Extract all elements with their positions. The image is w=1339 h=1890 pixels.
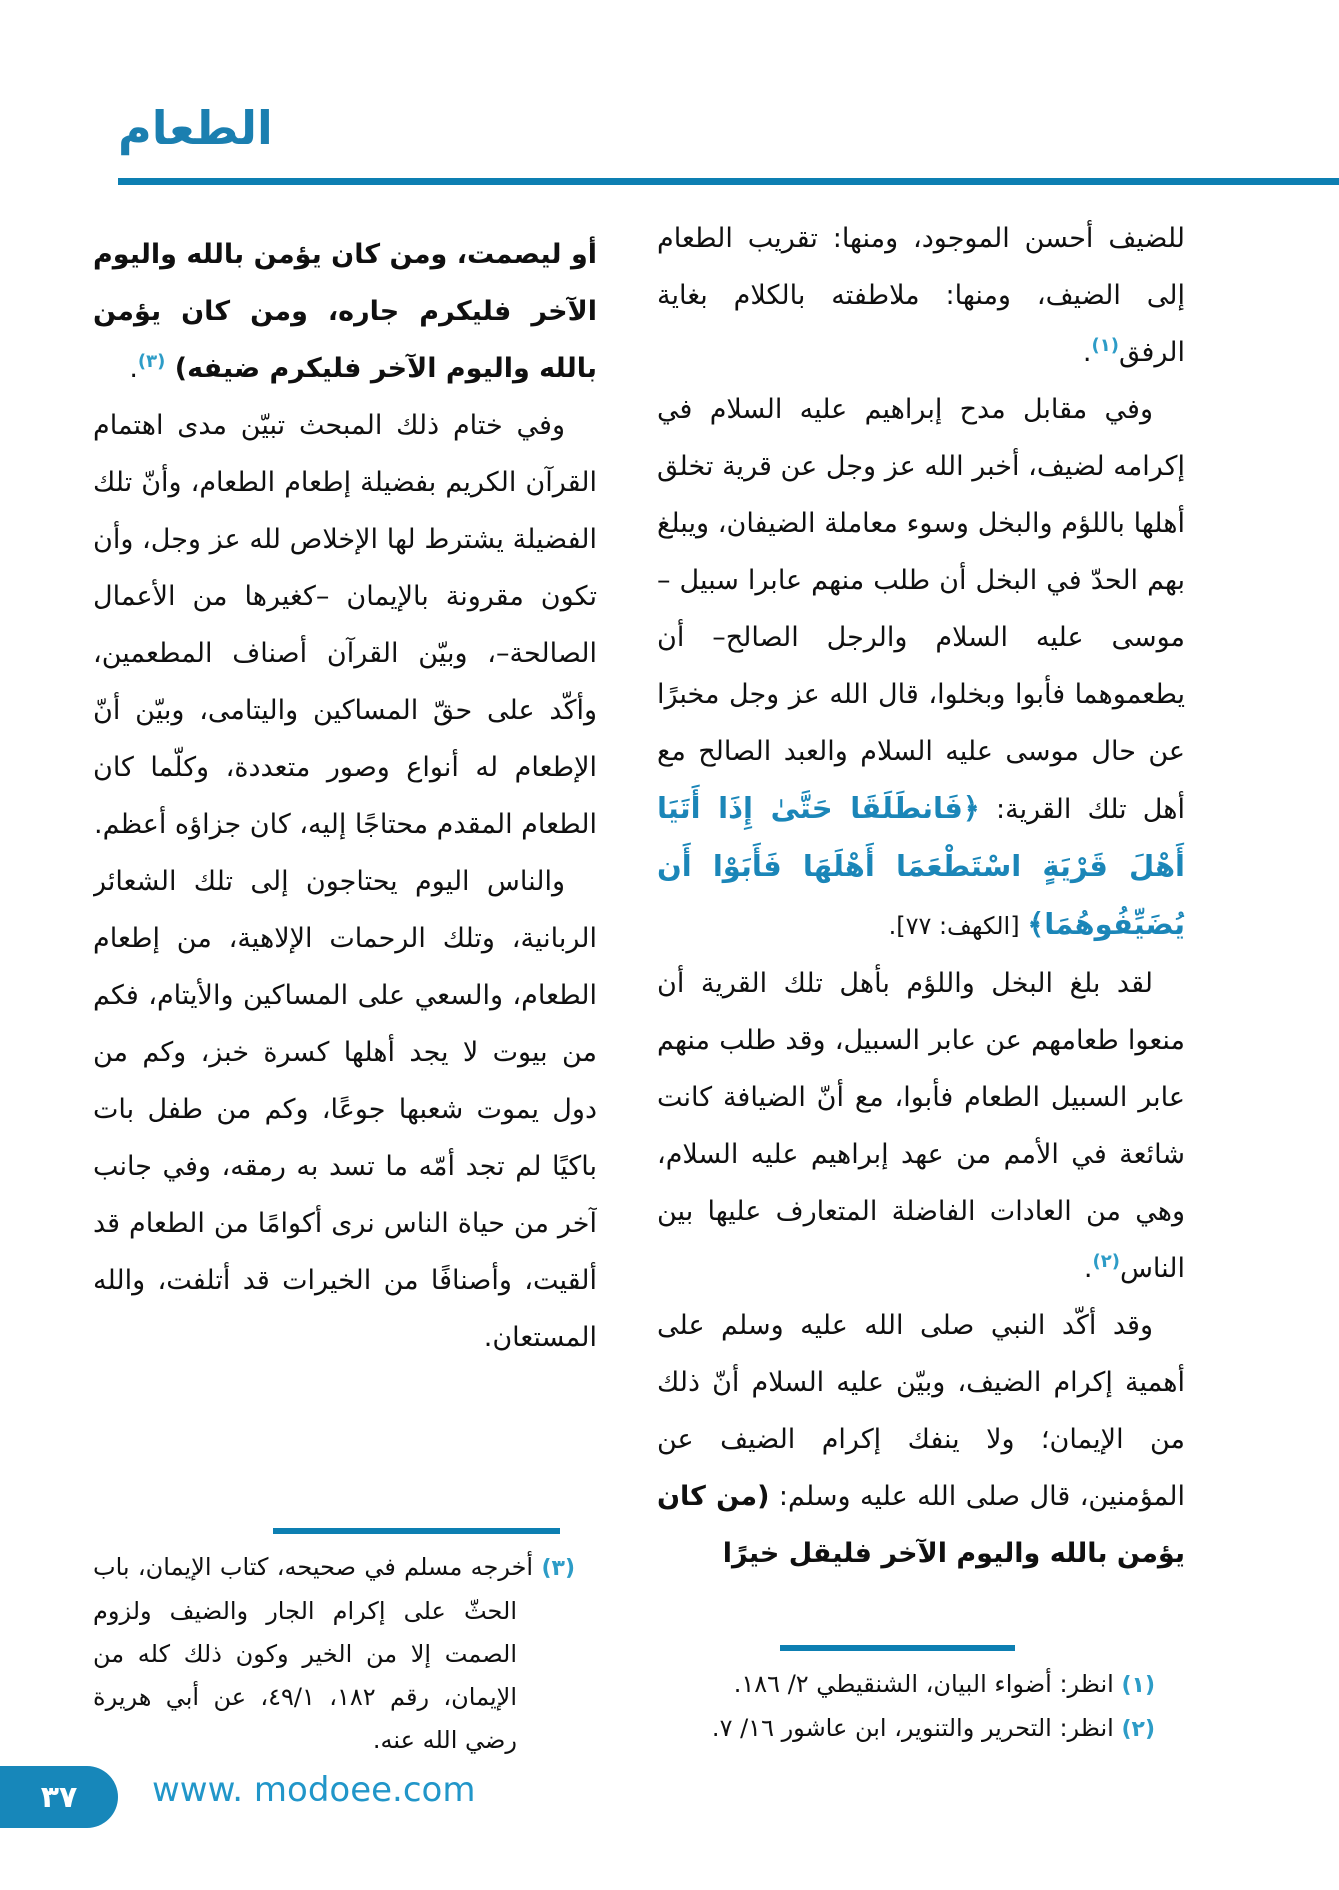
- header-rule: [118, 178, 1339, 185]
- paragraph: [93, 853, 597, 1366]
- paragraph: [657, 210, 1185, 381]
- footnote-reference-marker: (٣): [137, 351, 166, 372]
- footnotes-right-block: [657, 1645, 1185, 1751]
- footnote-number-marker: (٣): [541, 1556, 575, 1581]
- footnote-separator-left: [273, 1528, 560, 1534]
- quran-verse-text: ﴿فَانطَلَقَا حَتَّىٰ إِذَا أَتَيَا أَهْلَ قَرْيَةٍ اسْتَطْعَمَا أَهْلَهَا فَأَبَوْا أَن يُضَيِّفُوهُمَا﴾: [657, 791, 1185, 941]
- body-text: .: [129, 353, 138, 384]
- footnote-item: [93, 1546, 575, 1762]
- footnote-item: [657, 1707, 1155, 1751]
- verse-citation: [الكهف: ٧٧].: [888, 912, 1028, 940]
- paragraph: [93, 397, 597, 853]
- footnote-text: أخرجه مسلم في صحيحه، كتاب الإيمان، باب الحثّ على إكرام الجار والضيف ولزوم الصمت إلا من الخير وكون ذلك كله من الإيمان، رقم ١٨٢، ٤٩/١، عن أبي هريرة رضي الله عنه.: [93, 1553, 542, 1754]
- footnote-text: انظر: التحرير والتنوير، ابن عاشور ١٦/ ٧.: [711, 1714, 1122, 1742]
- footnote-text: انظر: أضواء البيان، الشنقيطي ٢/ ١٨٦.: [733, 1670, 1122, 1698]
- body-text: وفي ختام ذلك المبحث تبيّن مدى اهتمام القرآن الكريم بفضيلة إطعام الطعام، وأنّ تلك الفضيلة يشترط لها الإخلاص لله عز وجل، وأن تكون مقرونة بالإيمان –كغيرها من الأعمال الصالحة–، وبيّن القرآن أصناف المطعمين، وأكّد على حقّ المساكين واليتامى، وبيّن أنّ الإطعام له أنواع وصور متعددة، وكلّما كان الطعام المقدم محتاجًا إليه، كان جزاؤه أعظم.: [93, 410, 597, 840]
- paragraph: [93, 226, 597, 397]
- hadith-bold-text: أو ليصمت، ومن كان يؤمن بالله واليوم الآخر فليكرم جاره، ومن كان يؤمن بالله واليوم الآخر فليكرم ضيفه): [93, 239, 597, 384]
- text-column-left: [93, 226, 597, 1522]
- page-number-tab: [0, 1766, 118, 1828]
- body-text: للضيف أحسن الموجود، ومنها: تقريب الطعام إلى الضيف، ومنها: ملاطفته بالكلام بغاية الرفق: [657, 223, 1185, 368]
- footnote-separator-right: [780, 1645, 1015, 1651]
- body-text: .: [1082, 337, 1092, 368]
- footnote-item: [657, 1663, 1155, 1707]
- body-text: والناس اليوم يحتاجون إلى تلك الشعائر الربانية، وتلك الرحمات الإلاهية، من إطعام الطعام، والسعي على المساكين والأيتام، فكم من بيوت لا يجد أهلها كسرة خبز، وكم من دول يموت شعبها جوعًا، وكم من طفل بات باكيًا لم تجد أمّه ما تسد به رمقه، وفي جانب آخر من حياة الناس نرى أكوامًا من الطعام قد ألقيت، وأصنافًا من الخيرات قد أتلفت، والله المستعان.: [93, 866, 597, 1353]
- body-text: .: [1083, 1253, 1093, 1284]
- footnote-reference-marker: (١): [1091, 335, 1119, 356]
- body-text: وفي مقابل مدح إبراهيم عليه السلام في إكرامه لضيف، أخبر الله عز وجل عن قرية تخلق أهلها باللؤم والبخل وسوء معاملة الضيفان، ويبلغ بهم الحدّ في البخل أن طلب منهم عابرا سبيل –موسى عليه السلام والرجل الصالح– أن يطعموهما فأبوا وبخلوا، قال الله عز وجل مخبرًا عن حال موسى عليه السلام والعبد الصالح مع أهل تلك القرية:: [657, 394, 1185, 825]
- page-header-title: الطعام: [118, 101, 273, 155]
- footnote-number-marker: (٢): [1121, 1717, 1155, 1742]
- footnote-list-left: [93, 1546, 597, 1762]
- hadith-bold-text: (من كان يؤمن بالله واليوم الآخر فليقل خيرًا: [657, 1481, 1185, 1569]
- footnote-list-right: [657, 1663, 1185, 1751]
- paragraph: [657, 955, 1185, 1297]
- paragraph: [657, 381, 1185, 955]
- website-url: www. modoee.com: [152, 1770, 476, 1810]
- footnote-reference-marker: (٢): [1092, 1251, 1120, 1272]
- footnotes-left-block: [93, 1528, 597, 1762]
- body-text: وقد أكّد النبي صلى الله عليه وسلم على أهمية إكرام الضيف، وبيّن عليه السلام أنّ ذلك من الإيمان؛ ولا ينفك إكرام الضيف عن المؤمنين، قال صلى الله عليه وسلم:: [657, 1310, 1185, 1512]
- paragraph: [657, 1297, 1185, 1582]
- footnote-number-marker: (١): [1121, 1673, 1155, 1698]
- body-text: لقد بلغ البخل واللؤم بأهل تلك القرية أن منعوا طعامهم عن عابر السبيل، وقد طلب منهم عابر السبيل الطعام فأبوا، مع أنّ الضيافة كانت شائعة في الأمم من عهد إبراهيم عليه السلام، وهي من العادات الفاضلة المتعارف عليها بين الناس: [657, 968, 1185, 1284]
- text-column-right: [657, 210, 1185, 1640]
- page-number: ٣٧: [40, 1779, 78, 1815]
